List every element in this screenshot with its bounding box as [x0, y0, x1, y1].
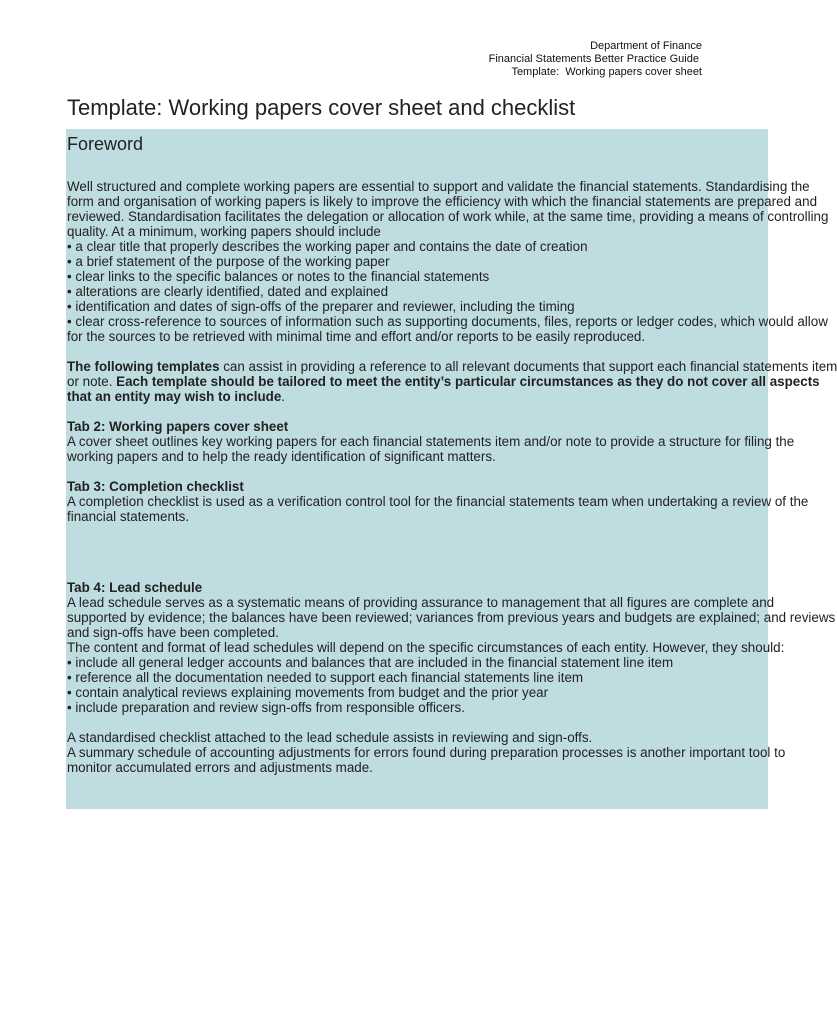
tab3-text: A completion checklist is used as a verification control tool for the financial statements team when undertaking a review of the	[67, 494, 809, 509]
bullet-item: • clear links to the specific balances or notes to the financial statements	[67, 269, 490, 284]
templates-bold-text: that an entity may wish to include	[67, 389, 282, 404]
spacer	[67, 715, 768, 730]
bullet-item: • include all general ledger accounts and balances that are included in the financial statement line item	[67, 655, 674, 670]
foreword-heading: Foreword	[67, 134, 144, 154]
bullet-item: • contain analytical reviews explaining movements from budget and the prior year	[67, 685, 549, 700]
bullet-item: • include preparation and review sign-offs from responsible officers.	[67, 700, 465, 715]
tab3-heading: Tab 3: Completion checklist	[67, 479, 244, 494]
tab3-section	[67, 479, 809, 524]
bullet-item: • reference all the documentation needed to support each financial statements line item	[67, 670, 584, 685]
tab2-text: A cover sheet outlines key working papers for each financial statements item and/or note to provide a structure for filing the	[67, 434, 795, 449]
bullet-item: • clear cross-reference to sources of information such as supporting documents, files, reports or ledger codes, which would allow	[67, 314, 828, 329]
tab2-text: working papers and to help the ready identification of significant matters.	[67, 449, 496, 464]
header-guide-title: Financial Statements Better Practice Guide	[488, 53, 702, 65]
bullet-item: • a clear title that properly describes the working paper and contains the date of creation	[67, 239, 588, 254]
templates-bold-lead: The following templates	[67, 359, 220, 374]
intro-line: quality. At a minimum, working papers should include	[67, 224, 381, 239]
bullet-item: • alterations are clearly identified, dated and explained	[67, 284, 389, 299]
intro-line: Well structured and complete working papers are essential to support and validate the financial statements. Standardising the	[67, 179, 810, 194]
tab4-text: supported by evidence; the balances have been reviewed; variances from previous years and budgets are explained; and reviews	[67, 610, 836, 625]
tab4-section	[67, 580, 836, 775]
header-department: Department of Finance	[590, 40, 702, 52]
closing-text: monitor accumulated errors and adjustments made.	[67, 760, 373, 775]
closing-text: A summary schedule of accounting adjustments for errors found during preparation processes is another important tool to	[67, 745, 786, 760]
tab3-text: financial statements.	[67, 509, 190, 524]
intro-line: form and organisation of working papers is likely to improve the efficiency with which the financial statements are prepared and	[67, 194, 818, 209]
templates-line	[67, 374, 820, 389]
tab4-text: A lead schedule serves as a systematic means of providing assurance to management that all figures are complete and	[67, 595, 775, 610]
tab2-section	[67, 419, 795, 464]
intro-paragraph	[67, 179, 829, 344]
templates-paragraph	[67, 359, 837, 404]
templates-text: .	[281, 389, 286, 404]
document-header	[489, 40, 702, 79]
bullet-item: • a brief statement of the purpose of the working paper	[67, 254, 390, 269]
intro-line: for the sources to be retrieved with minimal time and effort and/or reports to be easily reproduced.	[67, 329, 646, 344]
templates-bold-text: Each template should be tailored to meet the entity’s particular circumstances as they do not cover all aspects	[116, 374, 820, 389]
tab4-text: The content and format of lead schedules will depend on the specific circumstances of each entity. However, they should:	[67, 640, 785, 655]
page-title: Template: Working papers cover sheet and checklist	[67, 95, 576, 120]
header-template-name: Template: Working papers cover sheet	[511, 66, 702, 78]
templates-line	[67, 359, 837, 374]
templates-line	[67, 389, 768, 404]
templates-text: can assist in providing a reference to all relevant documents that support each financial statements item	[219, 359, 837, 374]
tab4-heading: Tab 4: Lead schedule	[67, 580, 203, 595]
intro-line: reviewed. Standardisation facilitates the delegation or allocation of work while, at the same time, providing a means of controlling	[67, 209, 829, 224]
closing-text: A standardised checklist attached to the lead schedule assists in reviewing and sign-offs.	[67, 730, 593, 745]
tab4-text: and sign-offs have been completed.	[67, 625, 279, 640]
foreword-panel	[66, 129, 837, 809]
tab2-heading: Tab 2: Working papers cover sheet	[67, 419, 289, 434]
templates-text: or note.	[67, 374, 117, 389]
bullet-item: • identification and dates of sign-offs of the preparer and reviewer, including the timing	[67, 299, 575, 314]
